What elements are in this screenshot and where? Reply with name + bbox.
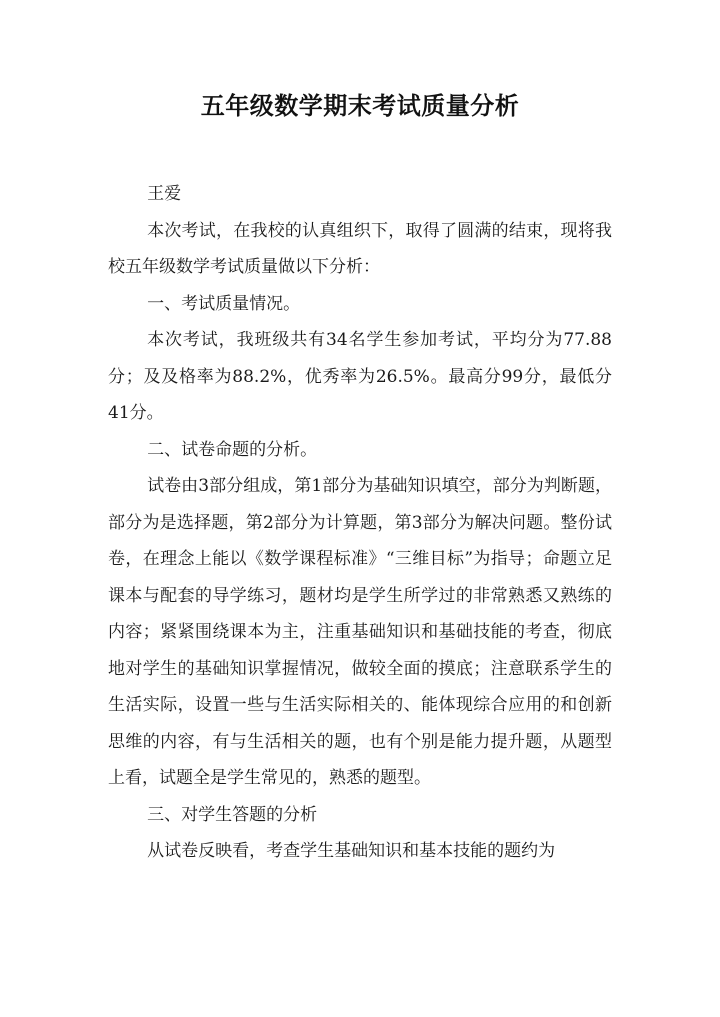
section-heading-2: 二、试卷命题的分析。 [147,439,318,460]
paragraph-intro: 本次考试，在我校的认真组织下，取得了圆满的结束，现将我校五年级数学考试质量做以下分析： [108,220,612,277]
document-body [108,176,612,870]
document-page [108,88,612,124]
author-name: 王爱 [147,184,182,204]
paragraph-paper-analysis: 试卷由3部分组成，第1部分为基础知识填空，部分为判断题，部分为是选择题，第2部分为计算题，第3部分为解决问题。整份试卷，在理念上能以《数学课程标准》“三维目标”为指导；命题立足课本与配套的导学练习，题材均是学生所学过的非常熟悉又熟练的内容；紧紧围绕课本为主，注重基础知识和基础技能的考查，彻底地对学生的基础知识掌握情况，做较全面的摸底；注意联系学生的生活实际，设置一些与生活实际相关的、能体现综合应用的和创新思维的内容，有与生活相关的题，也有个别是能力提升题，从题型上看，试题全是学生常见的，熟悉的题型。 [108,476,612,788]
paragraph-results: 本次考试，我班级共有34名学生参加考试，平均分为77.88分；及及格率为88.2%，优秀率为26.5%。最高分99分，最低分41分。 [108,330,613,423]
section-heading-3: 三、对学生答题的分析 [147,804,318,825]
section-heading-1: 一、考试质量情况。 [147,293,301,314]
document-title: 五年级数学期末考试质量分析 [200,92,520,120]
paragraph-answer-analysis: 从试卷反映看，考查学生基础知识和基本技能的题约为 [147,841,556,861]
